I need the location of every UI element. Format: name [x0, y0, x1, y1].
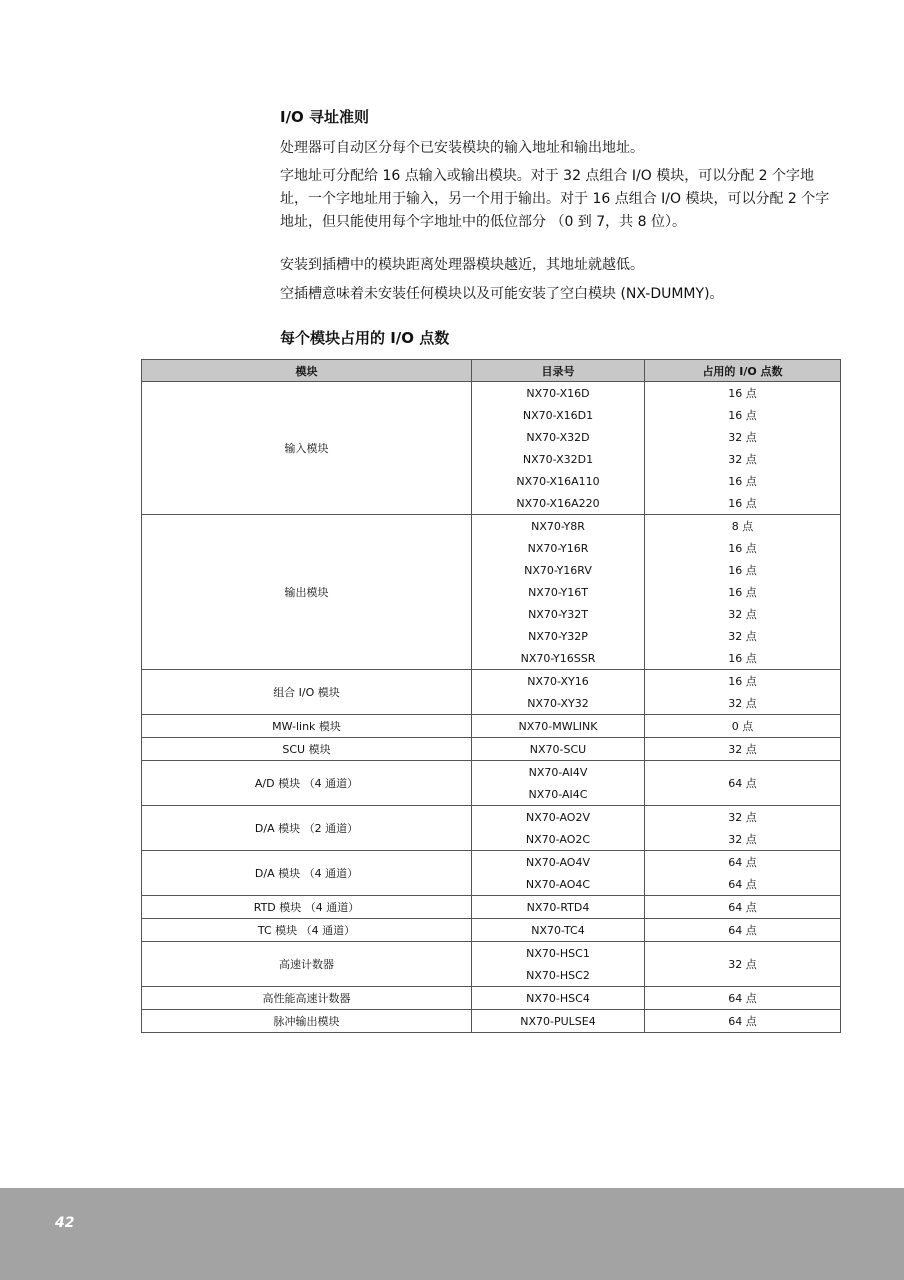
- io-points-table: [141, 359, 841, 1033]
- table-row: [142, 942, 841, 965]
- header-catalog: 目录号: [472, 360, 645, 382]
- catalog-cell: NX70-X16D1: [472, 404, 645, 426]
- catalog-cell: NX70-HSC1: [472, 942, 645, 965]
- table-header-row: [142, 360, 841, 382]
- catalog-cell: NX70-Y32P: [472, 625, 645, 647]
- catalog-cell: NX70-HSC2: [472, 964, 645, 987]
- points-cell: 64 点: [645, 873, 841, 896]
- points-cell: 64 点: [645, 896, 841, 919]
- points-cell: 16 点: [645, 647, 841, 670]
- table-row: [142, 761, 841, 784]
- catalog-cell: NX70-Y16T: [472, 581, 645, 603]
- points-cell: 32 点: [645, 692, 841, 715]
- paragraph-auto-address: 处理器可自动区分每个已安装模块的输入地址和输出地址。: [280, 140, 644, 156]
- module-cell: 组合 I/O 模块: [142, 670, 472, 715]
- table-row: [142, 715, 841, 738]
- points-cell: 16 点: [645, 559, 841, 581]
- catalog-cell: NX70-X16A110: [472, 470, 645, 492]
- points-cell: 32 点: [645, 806, 841, 829]
- points-cell: 64 点: [645, 987, 841, 1010]
- catalog-cell: NX70-Y8R: [472, 515, 645, 538]
- points-cell: 16 点: [645, 404, 841, 426]
- catalog-cell: NX70-XY32: [472, 692, 645, 715]
- points-cell: 64 点: [645, 1010, 841, 1033]
- points-cell: 16 点: [645, 382, 841, 405]
- points-cell: 32 点: [645, 625, 841, 647]
- points-cell: 32 点: [645, 942, 841, 987]
- points-cell: 32 点: [645, 828, 841, 851]
- points-cell: 64 点: [645, 761, 841, 806]
- catalog-cell: NX70-AO4V: [472, 851, 645, 874]
- catalog-cell: NX70-X16D: [472, 382, 645, 405]
- table-row: [142, 1010, 841, 1033]
- module-cell: 高速计数器: [142, 942, 472, 987]
- table-row: [142, 896, 841, 919]
- table-row: [142, 851, 841, 874]
- catalog-cell: NX70-AO2V: [472, 806, 645, 829]
- module-cell: 脉冲输出模块: [142, 1010, 472, 1033]
- catalog-cell: NX70-Y16RV: [472, 559, 645, 581]
- module-cell: SCU 模块: [142, 738, 472, 761]
- page-footer: [0, 1188, 904, 1280]
- points-cell: 16 点: [645, 670, 841, 693]
- catalog-cell: NX70-Y32T: [472, 603, 645, 625]
- table-row: [142, 738, 841, 761]
- module-cell: 高性能高速计数器: [142, 987, 472, 1010]
- header-module: 模块: [142, 360, 472, 382]
- module-cell: MW-link 模块: [142, 715, 472, 738]
- module-cell: D/A 模块 （4 通道）: [142, 851, 472, 896]
- points-cell: 64 点: [645, 851, 841, 874]
- catalog-cell: NX70-PULSE4: [472, 1010, 645, 1033]
- points-cell: 16 点: [645, 581, 841, 603]
- points-cell: 0 点: [645, 715, 841, 738]
- paragraph-empty-slot: 空插槽意味着未安装任何模块以及可能安装了空白模块 (NX-DUMMY)。: [280, 286, 724, 302]
- module-cell: TC 模块 （4 通道）: [142, 919, 472, 942]
- catalog-cell: NX70-AI4C: [472, 783, 645, 806]
- module-cell: A/D 模块 （4 通道）: [142, 761, 472, 806]
- catalog-cell: NX70-X16A220: [472, 492, 645, 515]
- points-cell: 32 点: [645, 426, 841, 448]
- catalog-cell: NX70-AO4C: [472, 873, 645, 896]
- table-row: [142, 515, 841, 538]
- catalog-cell: NX70-X32D1: [472, 448, 645, 470]
- table-title: 每个模块占用的 I/O 点数: [280, 329, 450, 347]
- module-cell: RTD 模块 （4 通道）: [142, 896, 472, 919]
- points-cell: 16 点: [645, 470, 841, 492]
- section-title: I/O 寻址准则: [280, 108, 370, 126]
- module-cell: 输入模块: [142, 382, 472, 515]
- module-cell: D/A 模块 （2 通道）: [142, 806, 472, 851]
- catalog-cell: NX70-MWLINK: [472, 715, 645, 738]
- table-body: [142, 382, 841, 1033]
- table-row: [142, 382, 841, 405]
- catalog-cell: NX70-TC4: [472, 919, 645, 942]
- table-row: [142, 919, 841, 942]
- catalog-cell: NX70-HSC4: [472, 987, 645, 1010]
- catalog-cell: NX70-AO2C: [472, 828, 645, 851]
- points-cell: 16 点: [645, 492, 841, 515]
- catalog-cell: NX70-XY16: [472, 670, 645, 693]
- catalog-cell: NX70-RTD4: [472, 896, 645, 919]
- catalog-cell: NX70-AI4V: [472, 761, 645, 784]
- table-row: [142, 987, 841, 1010]
- page-number: 42: [55, 1215, 75, 1231]
- catalog-cell: NX70-SCU: [472, 738, 645, 761]
- points-cell: 32 点: [645, 603, 841, 625]
- paragraph-word-address: 字地址可分配给 16 点输入或输出模块。对于 32 点组合 I/O 模块，可以分配 2 个字地址，一个字地址用于输入，另一个用于输出。对于 16 点组合 I/O 模块，可以分配 2 个字地址，但只能使用每个字地址中的低位部分 （0 到 7，共 8 位）。: [280, 168, 830, 230]
- catalog-cell: NX70-Y16SSR: [472, 647, 645, 670]
- points-cell: 16 点: [645, 537, 841, 559]
- paragraph-slot-order: 安装到插槽中的模块距离处理器模块越近，其地址就越低。: [280, 257, 644, 273]
- points-cell: 32 点: [645, 738, 841, 761]
- points-cell: 64 点: [645, 919, 841, 942]
- points-cell: 32 点: [645, 448, 841, 470]
- header-points: 占用的 I/O 点数: [645, 360, 841, 382]
- catalog-cell: NX70-Y16R: [472, 537, 645, 559]
- catalog-cell: NX70-X32D: [472, 426, 645, 448]
- table-row: [142, 806, 841, 829]
- points-cell: 8 点: [645, 515, 841, 538]
- module-cell: 输出模块: [142, 515, 472, 670]
- table-row: [142, 670, 841, 693]
